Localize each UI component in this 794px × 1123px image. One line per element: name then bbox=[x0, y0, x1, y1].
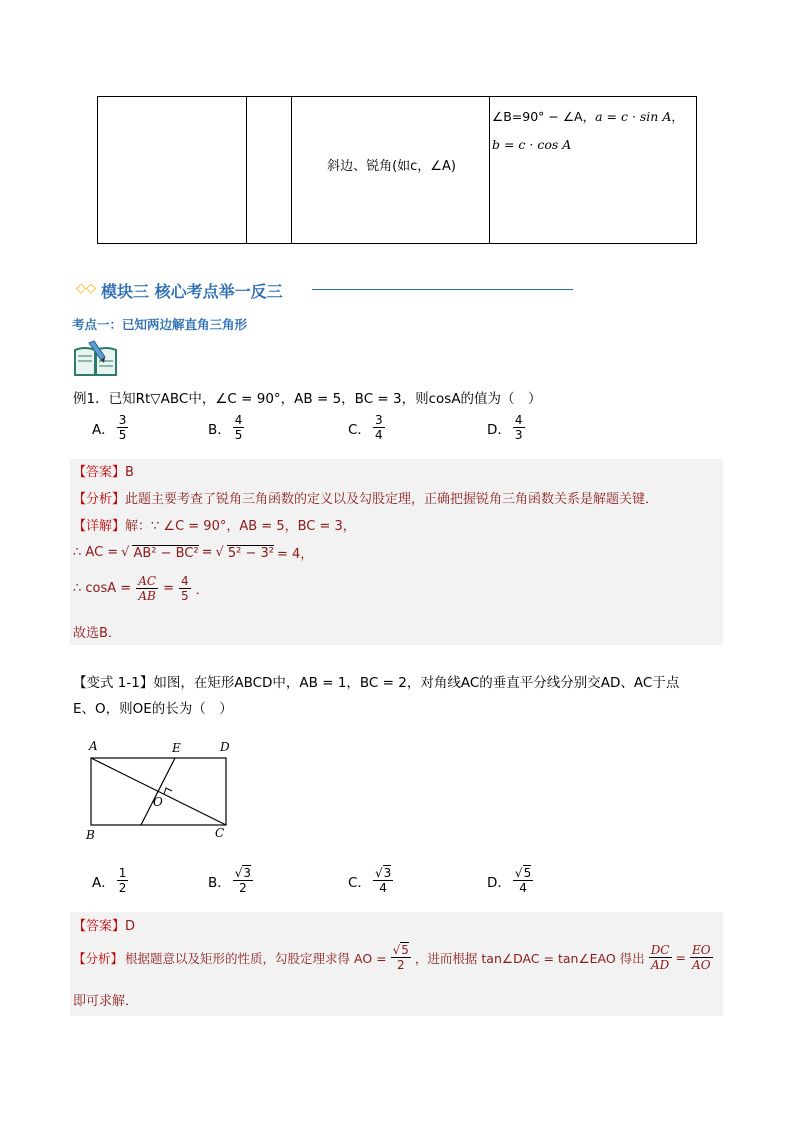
numerator: 4 bbox=[180, 574, 189, 588]
denominator: AB bbox=[138, 589, 156, 603]
fraction bbox=[179, 574, 191, 603]
step-prefix: ∴ AC = bbox=[73, 545, 119, 560]
label-c: C bbox=[215, 826, 225, 840]
perpendicular-bisector bbox=[141, 758, 175, 825]
numerator: 1 bbox=[118, 866, 127, 880]
equals: = bbox=[201, 545, 213, 560]
option-a[interactable] bbox=[92, 866, 130, 895]
radicand: 3 bbox=[243, 866, 252, 880]
variant-question-line1 bbox=[73, 671, 679, 691]
label-d: D bbox=[220, 740, 230, 754]
radicand: AB² − BC² bbox=[133, 545, 199, 561]
formula-a: a = c · sin A bbox=[595, 109, 672, 124]
option-label: A． bbox=[92, 421, 115, 438]
option-fraction bbox=[513, 866, 533, 895]
denominator: 2 bbox=[396, 958, 405, 972]
fraction bbox=[649, 943, 672, 972]
variant-question-line2: E、O，则OE的长为（ ） bbox=[73, 701, 233, 717]
analysis-text: 根据题意以及矩形的性质，勾股定理求得 AO = bbox=[125, 950, 387, 966]
right-angle-mark bbox=[164, 788, 172, 794]
radicand: 3 bbox=[383, 866, 392, 880]
section-rule bbox=[312, 289, 573, 290]
step-end: = 4， bbox=[276, 547, 314, 562]
analysis-line bbox=[73, 488, 658, 507]
option-b[interactable] bbox=[208, 413, 246, 442]
analysis-tag: 【分析】 bbox=[73, 950, 124, 966]
fraction bbox=[136, 574, 158, 603]
denominator: 4 bbox=[374, 428, 383, 442]
label-e: E bbox=[172, 741, 181, 755]
denominator: 5 bbox=[180, 589, 189, 603]
option-label: B． bbox=[208, 421, 231, 438]
analysis-line bbox=[73, 943, 715, 972]
detail-tag: 【详解】 bbox=[73, 519, 126, 534]
option-fraction bbox=[373, 866, 393, 895]
diamond-icon: ◇◇ bbox=[76, 281, 96, 296]
denominator: 5 bbox=[118, 428, 127, 442]
numerator: 4 bbox=[514, 413, 523, 427]
formula-angle-b: ∠B=90° − ∠A， bbox=[492, 109, 596, 124]
answer-line bbox=[73, 915, 135, 934]
step-end: ． bbox=[195, 583, 209, 598]
step2-line bbox=[73, 574, 209, 603]
denominator: 5 bbox=[234, 428, 243, 442]
step-prefix: ∴ cosA = bbox=[73, 581, 132, 596]
option-b[interactable] bbox=[208, 866, 255, 895]
variant-tag: 【变式 1-1】 bbox=[73, 675, 154, 691]
option-fraction bbox=[373, 413, 385, 442]
book-pencil-icon bbox=[72, 340, 120, 378]
example1-question bbox=[73, 387, 542, 407]
option-label: C． bbox=[348, 421, 371, 438]
numerator: 4 bbox=[234, 413, 243, 427]
question-text: 如图，在矩形ABCD中，AB = 1，BC = 2，对角线AC的垂直平分线分别交AD、AC于点 bbox=[153, 675, 680, 691]
table-cell-known: 斜边、锐角(如c，∠A) bbox=[327, 159, 456, 174]
rectangle-figure bbox=[82, 737, 242, 845]
option-label: D． bbox=[487, 421, 511, 438]
numerator: EO bbox=[691, 943, 711, 957]
option-fraction bbox=[233, 413, 245, 442]
question-text: 已知Rt▽ABC中，∠C = 90°，AB = 5，BC = 3，则cosA的值为（ ） bbox=[108, 391, 542, 407]
table-divider bbox=[246, 97, 247, 243]
numerator: √3 bbox=[374, 866, 392, 880]
option-c[interactable] bbox=[348, 413, 387, 442]
analysis-text: ，进而根据 tan∠DAC = tan∠EAO 得出 bbox=[414, 950, 645, 966]
denominator: AD bbox=[650, 958, 670, 972]
numerator: √5 bbox=[514, 866, 532, 880]
radicand: 5² − 3² bbox=[227, 545, 274, 561]
numerator: 3 bbox=[118, 413, 127, 427]
equals: = bbox=[163, 581, 174, 596]
option-c[interactable] bbox=[348, 866, 395, 895]
option-a[interactable] bbox=[92, 413, 130, 442]
numerator: AC bbox=[138, 574, 157, 588]
denominator: 4 bbox=[519, 881, 527, 895]
fraction bbox=[690, 943, 713, 972]
kaodian-title: 考点一：已知两边解直角三角形 bbox=[72, 317, 248, 332]
numerator: 3 bbox=[374, 413, 383, 427]
label-b: B bbox=[86, 828, 95, 842]
detail-line bbox=[73, 515, 356, 534]
fraction bbox=[391, 943, 411, 972]
analysis-end: 即可求解． bbox=[73, 994, 139, 1009]
option-fraction bbox=[233, 866, 253, 895]
denominator: 2 bbox=[239, 881, 247, 895]
sqrt-symbol: √ bbox=[215, 545, 224, 560]
numerator: DC bbox=[650, 943, 670, 957]
label-o: O bbox=[153, 795, 163, 809]
denominator: 2 bbox=[118, 881, 127, 895]
option-d[interactable] bbox=[487, 866, 535, 895]
analysis-text: 此题主要考查了锐角三角函数的定义以及勾股定理，正确把握锐角三角函数关系是解题关键． bbox=[125, 492, 659, 507]
equals: = bbox=[675, 950, 686, 965]
example-label: 例1． bbox=[73, 391, 109, 407]
conclusion: 故选B． bbox=[73, 626, 121, 641]
detail-intro: 解：∵ ∠C = 90°，AB = 5，BC = 3， bbox=[125, 519, 356, 534]
step1-line bbox=[73, 543, 313, 562]
table-cell-formula: ∠B=90° − ∠A，a = c · sin A， b = c · cos A bbox=[492, 103, 692, 159]
table-divider bbox=[291, 97, 292, 243]
denominator: 3 bbox=[514, 428, 523, 442]
analysis-tag: 【分析】 bbox=[73, 492, 126, 507]
numerator: √5 bbox=[392, 943, 409, 957]
radicand: 5 bbox=[523, 866, 532, 880]
numerator: √3 bbox=[234, 866, 252, 880]
formula-table bbox=[97, 96, 697, 244]
denominator: 4 bbox=[379, 881, 387, 895]
label-a: A bbox=[89, 739, 98, 753]
option-label: D． bbox=[487, 874, 511, 891]
section-title: 模块三 核心考点举一反三 bbox=[101, 282, 283, 301]
answer-tag: 【答案】 bbox=[73, 465, 126, 480]
option-label: C． bbox=[348, 874, 371, 891]
option-fraction bbox=[513, 413, 525, 442]
option-label: A． bbox=[92, 874, 115, 891]
radicand: 5 bbox=[401, 943, 409, 957]
answer-value: D bbox=[125, 919, 136, 934]
answer-value: B bbox=[125, 465, 134, 480]
sqrt-symbol: √ bbox=[121, 545, 130, 560]
formula-b: b = c · cos A bbox=[492, 137, 572, 152]
option-label: B． bbox=[208, 874, 231, 891]
option-fraction bbox=[117, 866, 129, 895]
answer-line bbox=[73, 461, 134, 480]
option-d[interactable] bbox=[487, 413, 527, 442]
denominator: AO bbox=[692, 958, 711, 972]
answer-tag: 【答案】 bbox=[73, 919, 126, 934]
option-fraction bbox=[117, 413, 129, 442]
